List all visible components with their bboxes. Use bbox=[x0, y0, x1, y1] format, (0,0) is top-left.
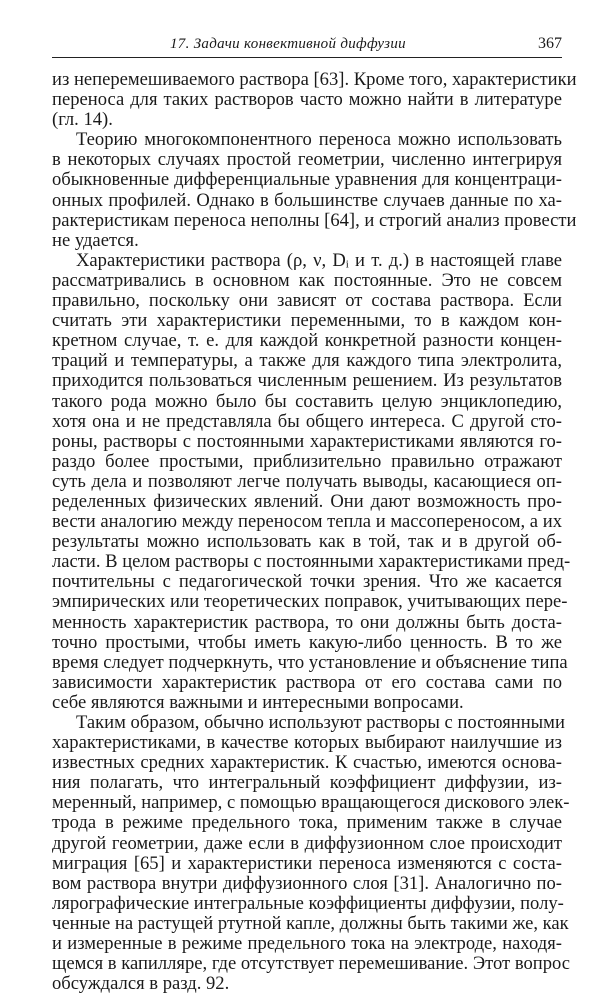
text-line: считать эти характеристики переменными, то в каждом кон- bbox=[52, 310, 562, 332]
text-line: хотя она и не представляла бы общего интереса. С другой сто- bbox=[52, 410, 562, 432]
header-rule bbox=[52, 57, 562, 58]
text-line: эмпирических или теоретических поправок, учитывающих пере- bbox=[52, 591, 568, 613]
text-line: такого рода можно было бы составить целую энциклопедию, bbox=[52, 390, 562, 412]
text-line: кретном случае, т. е. для каждой конкретной разности концен- bbox=[52, 330, 562, 352]
text-line: рассматривались в основном как постоянные. Это не совсем bbox=[52, 269, 562, 291]
text-line: другой геометрии, даже если в диффузионном слое происходит bbox=[52, 832, 562, 854]
text-line: и измеренные в режиме предельного тока на электроде, находя- bbox=[52, 933, 562, 955]
text-line: Таким образом, обычно используют растворы с постоянными bbox=[76, 712, 565, 733]
text-line: щемся в капилляре, где отсутствует перемешивание. Этот вопрос bbox=[52, 953, 571, 975]
text-line: зависимости характеристик раствора от его состава сами по bbox=[52, 671, 562, 693]
text-line: раздо более простыми, приблизительно правильно отражают bbox=[52, 450, 562, 472]
text-line: лярографические интегральные коэффициенты диффузии, полу- bbox=[52, 892, 564, 914]
text-line: себе являются важными и интересными вопросами. bbox=[52, 691, 464, 713]
text-line: ределенных физических явлений. Они дают возможность про- bbox=[52, 490, 562, 512]
text-line: время следует подчеркнуть, что установление и объяснение типа bbox=[52, 651, 568, 673]
text-line: ласти. В целом растворы с постоянными характеристиками пред- bbox=[52, 551, 571, 573]
text-line: онных профилей. Однако в большинстве случаев данные по ха- bbox=[52, 189, 562, 211]
text-line: рактеристикам переноса неполны [64], и строгий анализ провести bbox=[52, 209, 577, 231]
text-line: суть дела и позволяют легче получать выводы, касающиеся оп- bbox=[52, 470, 562, 492]
text-line: известных средних характеристик. К счастью, имеются основа- bbox=[52, 752, 562, 774]
text-line: меренный, например, с помощью вращающегося дискового элек- bbox=[52, 792, 570, 814]
paragraph-constant-properties bbox=[52, 712, 571, 994]
text-line: почтительны с педагогической точки зрения. Что же касается bbox=[52, 571, 562, 593]
text-line: результаты можно использовать как в той, так и в другой об- bbox=[52, 531, 562, 553]
text-line: трода в режиме предельного тока, применим также в случае bbox=[52, 812, 562, 834]
paragraph-solution-properties bbox=[52, 249, 571, 713]
text-line: из неперемешиваемого раствора [63]. Кроме того, характеристики bbox=[52, 69, 577, 90]
text-line: не удается. bbox=[52, 229, 139, 251]
text-line: правильно, поскольку они зависят от состава раствора. Если bbox=[52, 290, 562, 312]
text-line: переноса для таких растворов часто можно найти в литературе bbox=[52, 89, 562, 111]
text-line: миграция [65] и характеристики переноса изменяются с соста- bbox=[52, 852, 562, 874]
text-line: точно простыми, чтобы иметь какую-либо ценность. В то же bbox=[52, 631, 562, 653]
text-line: (гл. 14). bbox=[52, 109, 113, 131]
text-line: менность характеристик раствора, то они должны быть доста- bbox=[52, 611, 562, 633]
running-title: 17. Задачи конвективной диффузии bbox=[170, 36, 406, 52]
text-line: обыкновенные дифференциальные уравнения для концентраци- bbox=[52, 169, 562, 191]
paragraph-continuation bbox=[52, 69, 577, 131]
text-line: вести аналогию между переносом тепла и массопереносом, а их bbox=[52, 511, 562, 533]
text-line: ния полагать, что интегральный коэффициент диффузии, из- bbox=[52, 772, 562, 794]
text-line: роны, растворы с постоянными характеристиками являются го- bbox=[52, 430, 562, 452]
text-line: характеристиками, в качестве которых выбирают наилучшие из bbox=[52, 732, 562, 754]
paragraph-multicomponent-transport bbox=[52, 129, 577, 251]
text-line: Теорию многокомпонентного переноса можно использовать bbox=[76, 129, 562, 151]
text-line: траций и температуры, а также для каждого типа электролита, bbox=[52, 350, 562, 372]
text-line: приходится пользоваться численным решением. Из результатов bbox=[52, 370, 562, 392]
text-line: Характеристики раствора (ρ, ν, Dᵢ и т. д.) в настоящей главе bbox=[76, 249, 562, 271]
running-head bbox=[52, 30, 562, 54]
body-text bbox=[52, 69, 577, 994]
page-number: 367 bbox=[538, 35, 562, 52]
text-line: обсуждался в разд. 92. bbox=[52, 973, 230, 994]
text-line: вом раствора внутри диффузионного слоя [31]. Аналогично по- bbox=[52, 872, 562, 894]
text-line: в некоторых случаях простой геометрии, численно интегрируя bbox=[52, 149, 562, 171]
text-line: ченные на растущей ртутной капле, должны быть такими же, как bbox=[52, 912, 569, 934]
